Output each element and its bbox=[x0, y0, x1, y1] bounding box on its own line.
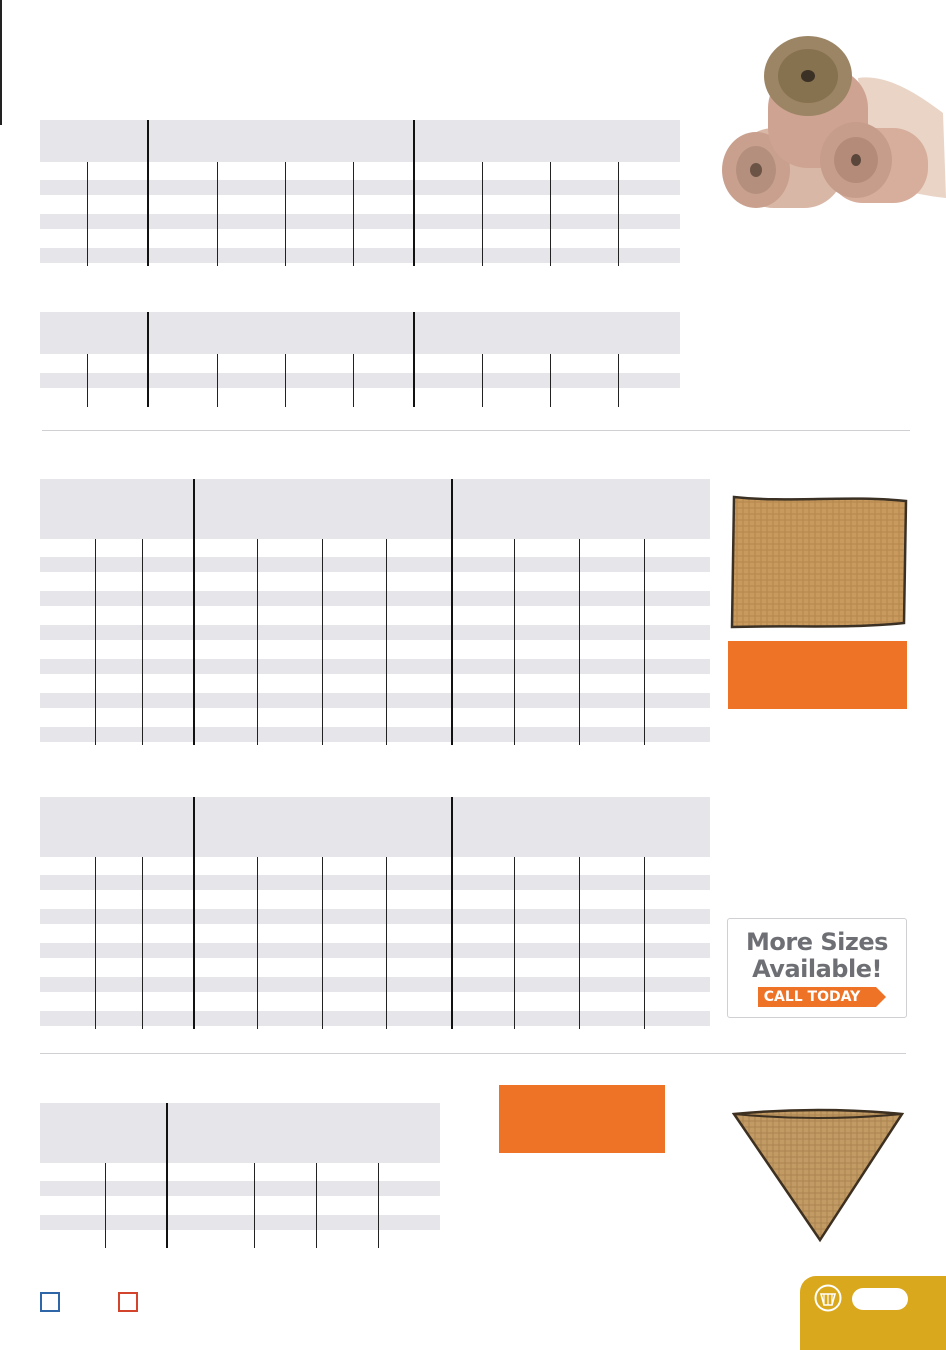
table-row bbox=[40, 214, 680, 229]
table-row bbox=[40, 373, 680, 388]
section-divider bbox=[40, 1053, 906, 1054]
burlap-cone-photo bbox=[728, 1106, 908, 1244]
table-rolls-2 bbox=[40, 312, 680, 407]
call-today-button[interactable]: CALL TODAY bbox=[758, 987, 877, 1007]
table-sheets-1 bbox=[40, 479, 710, 745]
column-divider bbox=[193, 797, 195, 1029]
column-divider bbox=[285, 354, 286, 407]
column-divider bbox=[105, 1163, 106, 1248]
table-row bbox=[40, 248, 680, 263]
table-row bbox=[40, 727, 710, 742]
column-divider bbox=[579, 857, 580, 1029]
column-divider bbox=[147, 120, 149, 266]
table-row bbox=[40, 1181, 440, 1196]
table-row bbox=[40, 1011, 710, 1026]
column-divider bbox=[413, 312, 415, 407]
column-divider bbox=[254, 1163, 255, 1248]
column-divider bbox=[386, 857, 387, 1029]
more-sizes-badge[interactable] bbox=[727, 918, 907, 1018]
blue-square-icon bbox=[40, 1292, 60, 1312]
column-divider bbox=[618, 162, 619, 266]
column-divider bbox=[322, 539, 323, 745]
column-divider bbox=[217, 162, 218, 266]
table-row bbox=[40, 875, 710, 890]
column-divider bbox=[514, 857, 515, 1029]
table-rolls-1 bbox=[40, 120, 680, 266]
column-divider bbox=[644, 539, 645, 745]
column-divider bbox=[550, 162, 551, 266]
column-divider bbox=[95, 539, 96, 745]
column-divider bbox=[285, 162, 286, 266]
table-row bbox=[40, 591, 710, 606]
table-header bbox=[40, 797, 710, 857]
page-number-pill bbox=[852, 1288, 908, 1310]
column-divider bbox=[322, 857, 323, 1029]
red-square-icon bbox=[118, 1292, 138, 1312]
column-divider bbox=[142, 539, 143, 745]
column-divider bbox=[353, 354, 354, 407]
column-divider bbox=[142, 857, 143, 1029]
column-divider bbox=[482, 162, 483, 266]
section-divider bbox=[42, 430, 910, 431]
column-divider bbox=[166, 1103, 168, 1248]
column-divider bbox=[413, 120, 415, 266]
column-divider bbox=[451, 479, 453, 745]
badge-line-2: Available! bbox=[752, 955, 882, 983]
table-cones bbox=[40, 1103, 440, 1248]
column-divider bbox=[87, 354, 88, 407]
page-edge-line bbox=[0, 0, 2, 125]
brand-logo-icon bbox=[814, 1284, 842, 1312]
table-row bbox=[40, 943, 710, 958]
table-row bbox=[40, 180, 680, 195]
table-row bbox=[40, 909, 710, 924]
table-row bbox=[40, 625, 710, 640]
column-divider bbox=[193, 479, 195, 745]
table-row bbox=[40, 977, 710, 992]
column-divider bbox=[87, 162, 88, 266]
column-divider bbox=[257, 857, 258, 1029]
column-divider bbox=[644, 857, 645, 1029]
table-header bbox=[40, 312, 680, 354]
table-sheets-2 bbox=[40, 797, 710, 1029]
orange-callout-box bbox=[728, 641, 907, 709]
orange-callout-box bbox=[499, 1085, 665, 1153]
column-divider bbox=[95, 857, 96, 1029]
table-row bbox=[40, 659, 710, 674]
burlap-sheet-photo bbox=[728, 493, 910, 633]
column-divider bbox=[579, 539, 580, 745]
table-header bbox=[40, 1103, 440, 1163]
column-divider bbox=[378, 1163, 379, 1248]
page-number-tab bbox=[800, 1276, 946, 1350]
column-divider bbox=[316, 1163, 317, 1248]
table-header bbox=[40, 120, 680, 162]
column-divider bbox=[386, 539, 387, 745]
column-divider bbox=[217, 354, 218, 407]
column-divider bbox=[257, 539, 258, 745]
column-divider bbox=[514, 539, 515, 745]
table-row bbox=[40, 693, 710, 708]
burlap-rolls-photo bbox=[718, 28, 946, 210]
column-divider bbox=[353, 162, 354, 266]
column-divider bbox=[618, 354, 619, 407]
table-row bbox=[40, 1215, 440, 1230]
badge-line-1: More Sizes bbox=[746, 928, 888, 956]
table-row bbox=[40, 557, 710, 572]
column-divider bbox=[550, 354, 551, 407]
column-divider bbox=[147, 312, 149, 407]
column-divider bbox=[451, 797, 453, 1029]
column-divider bbox=[482, 354, 483, 407]
table-header bbox=[40, 479, 710, 539]
